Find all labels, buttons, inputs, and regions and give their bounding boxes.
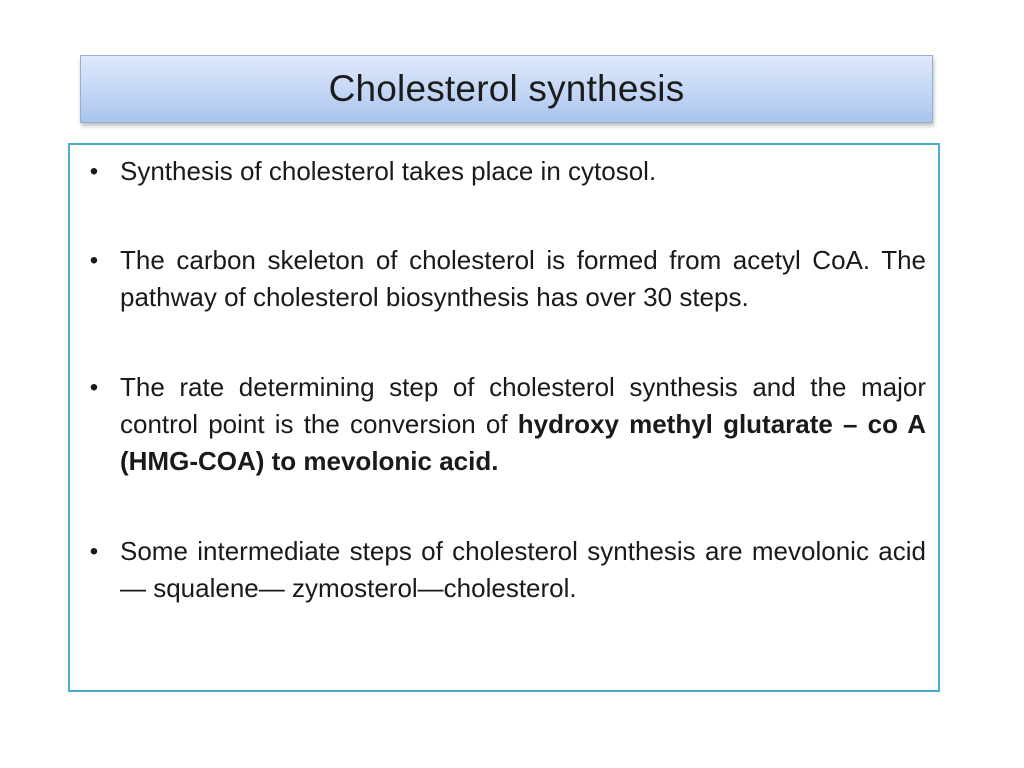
bullet-dot-icon: • xyxy=(89,247,99,274)
bullet-dot-icon: • xyxy=(89,538,99,565)
bullet-text: The carbon skeleton of cholesterol is formed from acetyl CoA. The pathway of cholesterol biosynthesis has over 30 steps. xyxy=(120,245,926,312)
bullet-item xyxy=(84,533,926,607)
bullet-dot-icon: • xyxy=(89,158,99,185)
bullet-text: Some intermediate steps of cholesterol synthesis are mevolonic acid— squalene— zymosterol—cholesterol. xyxy=(120,536,926,603)
slide-title-banner xyxy=(80,55,933,123)
bullet-text: The rate determining step of cholesterol synthesis and the major control point is the conversion of xyxy=(120,372,926,439)
bullet-item xyxy=(84,242,926,316)
slide-title: Cholesterol synthesis xyxy=(328,68,685,109)
bullet-dot-icon: • xyxy=(89,374,99,401)
bullet-text-bold: hydroxy methyl glutarate – co A (HMG-COA) to mevolonic acid. xyxy=(120,409,926,476)
bullet-item xyxy=(84,153,926,190)
bullet-text: Synthesis of cholesterol takes place in cytosol. xyxy=(120,156,657,186)
bullet-item xyxy=(84,369,926,480)
content-panel xyxy=(68,143,940,692)
bullet-list xyxy=(84,153,926,607)
